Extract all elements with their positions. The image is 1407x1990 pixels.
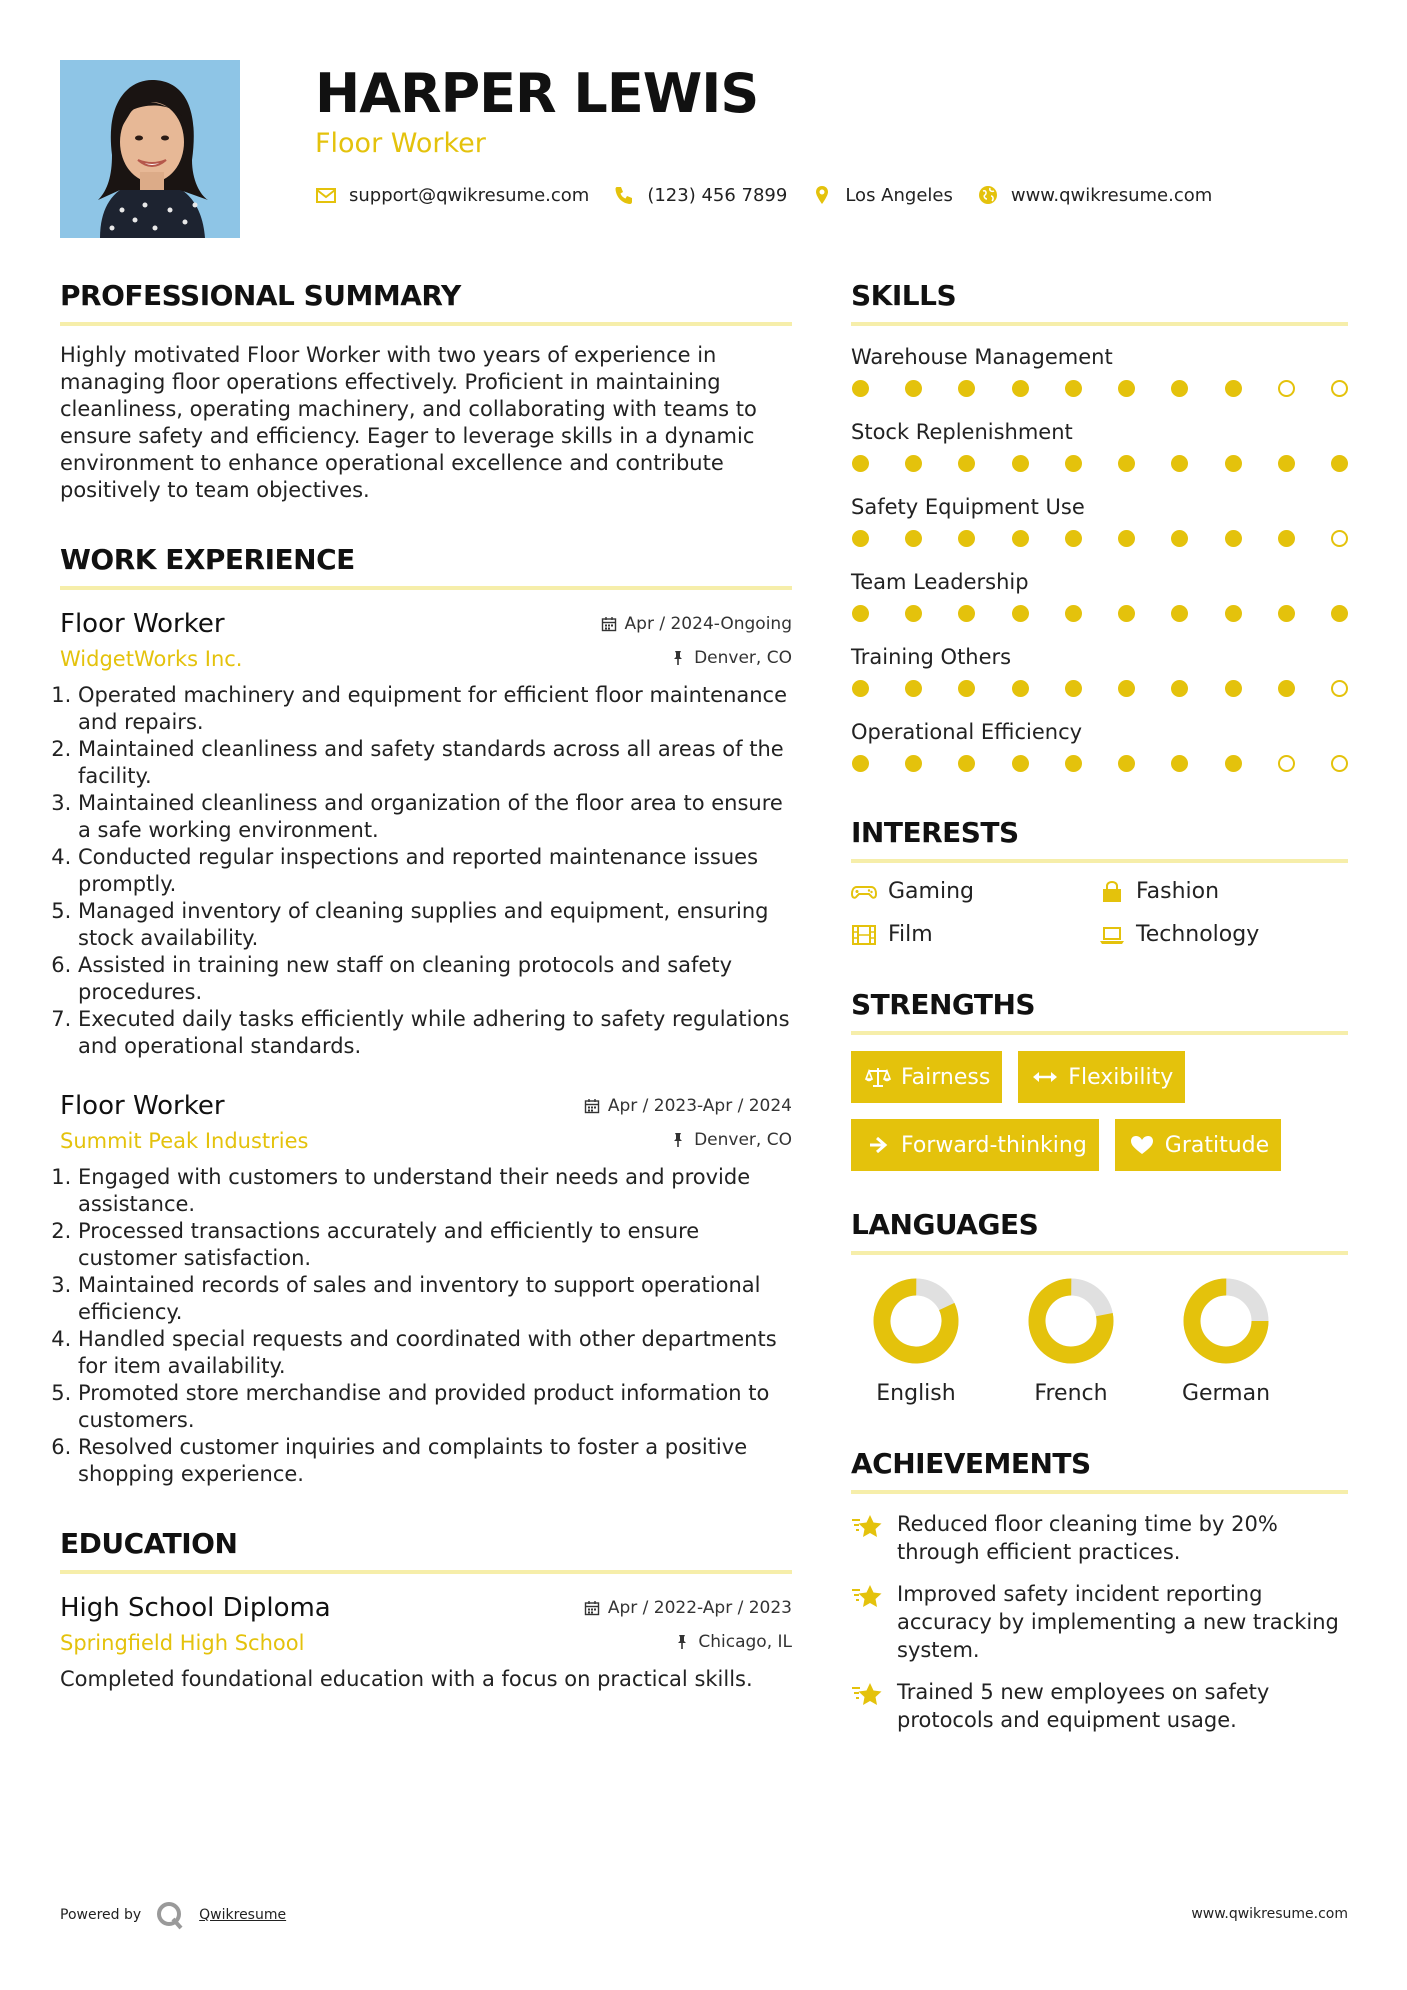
- strength-badge: [1018, 1051, 1185, 1103]
- brand-link[interactable]: Qwikresume: [199, 1907, 287, 1923]
- strength-label: Fairness: [901, 1064, 991, 1090]
- rating-dot-filled: [852, 455, 869, 472]
- skills-list: [851, 342, 1348, 779]
- rating-dot-filled: [905, 680, 922, 697]
- laptop-icon: [1099, 924, 1125, 946]
- skill-item: [851, 492, 1348, 554]
- rating-dot-filled: [1331, 455, 1348, 472]
- skill-rating: [851, 522, 1348, 554]
- rating-dot-filled: [1171, 755, 1188, 772]
- map-marker-icon: [811, 184, 833, 206]
- contact-bar: [315, 184, 1375, 206]
- summary-text: Highly motivated Floor Worker with two years of experience in managing floor operations effectively. Proficient in maintaining cleanliness, operating machinery, and collaborating with teams to ensure safety and efficiency. Eager to leverage skills in a dynamic environment to enhance operational excellence and contribute positively to team objectives.: [60, 343, 757, 502]
- language-ring: [1025, 1275, 1117, 1367]
- rating-dot-filled: [958, 380, 975, 397]
- rating-dot-filled: [1225, 755, 1242, 772]
- rating-dot-filled: [1118, 680, 1135, 697]
- skill-rating: [851, 597, 1348, 629]
- education-degree: High School Diploma: [60, 1593, 331, 1623]
- rating-dot-filled: [1065, 605, 1082, 622]
- job-entry: [60, 1088, 792, 1488]
- rating-dot-filled: [1012, 530, 1029, 547]
- list-item: 1. Engaged with customers to understand their needs and provide assistance.: [78, 1164, 792, 1218]
- language-ring: [1180, 1275, 1272, 1367]
- skill-rating: [851, 372, 1348, 404]
- rating-dot-filled: [905, 755, 922, 772]
- rating-dot-filled: [905, 455, 922, 472]
- rating-dot-filled: [852, 380, 869, 397]
- language-ring-level: [871, 1276, 961, 1366]
- phone-icon: [613, 184, 635, 206]
- skill-name: Operational Efficiency: [851, 720, 1083, 744]
- job-bullets: [60, 1164, 792, 1488]
- achievements-section: [851, 1446, 1348, 1734]
- star-icon: [851, 1582, 883, 1612]
- job-location-text: Denver, CO: [694, 648, 792, 668]
- contact-location: [811, 184, 953, 206]
- heart-icon: [1129, 1134, 1155, 1156]
- star-icon: [851, 1512, 883, 1542]
- languages-section: [851, 1207, 1348, 1406]
- interest-label: Technology: [1136, 922, 1260, 947]
- rating-dot-empty: [1331, 530, 1348, 547]
- calendar-icon: [601, 616, 617, 632]
- interest-item: [1099, 879, 1348, 904]
- job-company: WidgetWorks Inc.: [60, 647, 243, 671]
- envelope-icon: [315, 184, 337, 206]
- candidate-role: Floor Worker: [315, 128, 486, 159]
- website-text: www.qwikresume.com: [1010, 184, 1213, 206]
- rating-dot-filled: [1171, 680, 1188, 697]
- rating-dot-empty: [1278, 380, 1295, 397]
- rating-dot-filled: [958, 605, 975, 622]
- email-text: support@qwikresume.com: [349, 184, 590, 206]
- rating-dot-filled: [1171, 380, 1188, 397]
- interest-label: Gaming: [888, 879, 974, 904]
- education-school: Springfield High School: [60, 1631, 305, 1655]
- pin-icon: [674, 1634, 690, 1650]
- rating-dot-filled: [1065, 530, 1082, 547]
- rating-dot-filled: [1171, 455, 1188, 472]
- list-item: 3. Maintained cleanliness and organization of the floor area to ensure a safe working environment.: [78, 790, 792, 844]
- interests-heading: INTERESTS: [851, 815, 1348, 863]
- globe-icon: [977, 184, 999, 206]
- achievement-text: Trained 5 new employees on safety protocols and equipment usage.: [897, 1680, 1270, 1732]
- strengths-section: [851, 987, 1348, 1171]
- interest-label: Fashion: [1136, 879, 1220, 904]
- rating-dot-filled: [1225, 380, 1242, 397]
- skill-item: [851, 642, 1348, 704]
- skills-section: [851, 278, 1348, 779]
- contact-website[interactable]: [977, 184, 1212, 206]
- job-title: Floor Worker: [60, 609, 225, 639]
- rating-dot-filled: [1278, 455, 1295, 472]
- rating-dot-empty: [1331, 755, 1348, 772]
- rating-dot-empty: [1331, 680, 1348, 697]
- list-item: 2. Maintained cleanliness and safety standards across all areas of the facility.: [78, 736, 792, 790]
- list-item: 5. Promoted store merchandise and provided product information to customers.: [78, 1380, 792, 1434]
- rating-dot-filled: [1225, 680, 1242, 697]
- language-item: [851, 1275, 981, 1406]
- rating-dot-filled: [1171, 530, 1188, 547]
- job-date-text: Apr / 2024-Ongoing: [624, 614, 792, 634]
- rating-dot-filled: [852, 605, 869, 622]
- right-column: [851, 278, 1348, 1748]
- rating-dot-filled: [958, 755, 975, 772]
- job-title: Floor Worker: [60, 1091, 225, 1121]
- rating-dot-filled: [852, 530, 869, 547]
- rating-dot-filled: [1065, 455, 1082, 472]
- calendar-icon: [584, 1600, 600, 1616]
- skill-name: Training Others: [851, 645, 1012, 669]
- film-icon: [851, 924, 877, 946]
- profile-photo: [60, 60, 240, 238]
- footer-powered-by: [60, 1900, 286, 1930]
- skill-item: [851, 567, 1348, 629]
- interest-item: [1099, 922, 1348, 947]
- rating-dot-filled: [958, 680, 975, 697]
- interests-grid: [851, 879, 1348, 947]
- achievement-item: [851, 1678, 1348, 1734]
- rating-dot-filled: [958, 455, 975, 472]
- languages-heading: LANGUAGES: [851, 1207, 1348, 1255]
- rating-dot-filled: [1118, 755, 1135, 772]
- rating-dot-filled: [1118, 455, 1135, 472]
- job-date: [584, 1096, 792, 1116]
- rating-dot-filled: [905, 380, 922, 397]
- list-item: 6. Resolved customer inquiries and complaints to foster a positive shopping experience.: [78, 1434, 792, 1488]
- achievement-item: [851, 1510, 1348, 1566]
- skill-name: Safety Equipment Use: [851, 495, 1085, 519]
- list-item: 1. Operated machinery and equipment for efficient floor maintenance and repairs.: [78, 682, 792, 736]
- strength-label: Flexibility: [1068, 1064, 1174, 1090]
- list-item: 4. Conducted regular inspections and reported maintenance issues promptly.: [78, 844, 792, 898]
- rating-dot-filled: [1171, 605, 1188, 622]
- rating-dot-filled: [1278, 530, 1295, 547]
- resume-header: [315, 58, 1375, 206]
- shopping-bag-icon: [1099, 881, 1125, 903]
- footer-url[interactable]: www.qwikresume.com: [1191, 1906, 1348, 1922]
- job-company: Summit Peak Industries: [60, 1129, 309, 1153]
- rating-dot-empty: [1331, 380, 1348, 397]
- education-location: [674, 1632, 792, 1652]
- summary-section: [60, 278, 792, 504]
- job-location: [670, 648, 792, 668]
- rating-dot-filled: [1278, 680, 1295, 697]
- experience-section: [60, 542, 792, 1488]
- rating-dot-filled: [1225, 530, 1242, 547]
- star-icon: [851, 1680, 883, 1710]
- list-item: 3. Maintained records of sales and inventory to support operational efficiency.: [78, 1272, 792, 1326]
- arrow-right-icon: [865, 1134, 891, 1156]
- rating-dot-filled: [1012, 680, 1029, 697]
- rating-dot-filled: [1225, 605, 1242, 622]
- strength-badge: [1115, 1119, 1281, 1171]
- job-location-text: Denver, CO: [694, 1130, 792, 1150]
- rating-dot-filled: [852, 755, 869, 772]
- interest-label: Film: [888, 922, 933, 947]
- language-item: [1161, 1275, 1291, 1406]
- job-entry: [60, 606, 792, 1060]
- language-name: French: [1034, 1381, 1108, 1406]
- strength-badge: [851, 1051, 1002, 1103]
- rating-dot-filled: [1118, 605, 1135, 622]
- interest-item: [851, 922, 1099, 947]
- skill-name: Warehouse Management: [851, 345, 1113, 369]
- rating-dot-filled: [1012, 755, 1029, 772]
- contact-phone[interactable]: [613, 184, 787, 206]
- rating-dot-filled: [1065, 755, 1082, 772]
- list-item: 4. Handled special requests and coordinated with other departments for item availability.: [78, 1326, 792, 1380]
- strength-badge: [851, 1119, 1099, 1171]
- gamepad-icon: [851, 881, 877, 903]
- location-text: Los Angeles: [845, 184, 953, 206]
- rating-dot-filled: [1118, 380, 1135, 397]
- job-date-text: Apr / 2023-Apr / 2024: [607, 1096, 792, 1116]
- language-item: [1006, 1275, 1136, 1406]
- powered-by-text: Powered by: [60, 1907, 142, 1923]
- left-column: [60, 278, 792, 1693]
- education-date-text: Apr / 2022-Apr / 2023: [607, 1598, 792, 1618]
- list-item: 2. Processed transactions accurately and efficiently to ensure customer satisfaction.: [78, 1218, 792, 1272]
- education-section: [60, 1526, 792, 1693]
- contact-email[interactable]: [315, 184, 589, 206]
- job-bullets: [60, 682, 792, 1060]
- skill-item: [851, 717, 1348, 779]
- rating-dot-filled: [1012, 380, 1029, 397]
- experience-heading: WORK EXPERIENCE: [60, 542, 792, 590]
- achievement-item: [851, 1580, 1348, 1664]
- job-location: [670, 1130, 792, 1150]
- strength-label: Forward-thinking: [901, 1132, 1087, 1158]
- achievement-text: Reduced floor cleaning time by 20% through efficient practices.: [897, 1512, 1278, 1564]
- language-ring: [870, 1275, 962, 1367]
- calendar-icon: [584, 1098, 600, 1114]
- balance-scale-icon: [865, 1066, 891, 1088]
- rating-dot-filled: [1331, 605, 1348, 622]
- rating-dot-empty: [1278, 755, 1295, 772]
- summary-heading: PROFESSIONAL SUMMARY: [60, 278, 792, 326]
- skill-rating: [851, 747, 1348, 779]
- strengths-list: [851, 1051, 1348, 1171]
- list-item: 5. Managed inventory of cleaning supplies and equipment, ensuring stock availability.: [78, 898, 792, 952]
- arrows-horizontal-icon: [1032, 1066, 1058, 1088]
- rating-dot-filled: [1118, 530, 1135, 547]
- skill-item: [851, 342, 1348, 404]
- rating-dot-filled: [905, 605, 922, 622]
- rating-dot-filled: [1065, 680, 1082, 697]
- achievement-text: Improved safety incident reporting accuracy by implementing a new tracking system.: [897, 1582, 1339, 1662]
- job-date: [601, 614, 792, 634]
- pin-icon: [670, 1132, 686, 1148]
- skills-heading: SKILLS: [851, 278, 1348, 326]
- rating-dot-filled: [1065, 380, 1082, 397]
- education-description: Completed foundational education with a focus on practical skills.: [60, 1667, 753, 1691]
- strengths-heading: STRENGTHS: [851, 987, 1348, 1035]
- achievements-list: [851, 1510, 1348, 1734]
- skill-rating: [851, 672, 1348, 704]
- qwikresume-logo-icon: [155, 1900, 185, 1930]
- rating-dot-filled: [1225, 455, 1242, 472]
- education-heading: EDUCATION: [60, 1526, 792, 1574]
- education-date: [584, 1598, 792, 1618]
- rating-dot-filled: [852, 680, 869, 697]
- candidate-name: HARPER LEWIS: [315, 62, 759, 125]
- rating-dot-filled: [1012, 455, 1029, 472]
- rating-dot-filled: [905, 530, 922, 547]
- rating-dot-filled: [958, 530, 975, 547]
- interest-item: [851, 879, 1099, 904]
- education-location-text: Chicago, IL: [698, 1632, 792, 1652]
- language-name: English: [876, 1381, 956, 1406]
- rating-dot-filled: [1012, 605, 1029, 622]
- phone-text: (123) 456 7899: [647, 184, 788, 206]
- languages-list: [851, 1275, 1291, 1406]
- language-name: German: [1181, 1381, 1271, 1406]
- interests-section: [851, 815, 1348, 947]
- pin-icon: [670, 650, 686, 666]
- rating-dot-filled: [1278, 605, 1295, 622]
- skill-item: [851, 417, 1348, 479]
- skill-rating: [851, 447, 1348, 479]
- portrait-image: [60, 60, 240, 238]
- strength-label: Gratitude: [1164, 1132, 1270, 1158]
- achievements-heading: ACHIEVEMENTS: [851, 1446, 1348, 1494]
- skill-name: Stock Replenishment: [851, 420, 1073, 444]
- list-item: 7. Executed daily tasks efficiently while adhering to safety regulations and operational standards.: [78, 1006, 792, 1060]
- skill-name: Team Leadership: [851, 570, 1029, 594]
- list-item: 6. Assisted in training new staff on cleaning protocols and safety procedures.: [78, 952, 792, 1006]
